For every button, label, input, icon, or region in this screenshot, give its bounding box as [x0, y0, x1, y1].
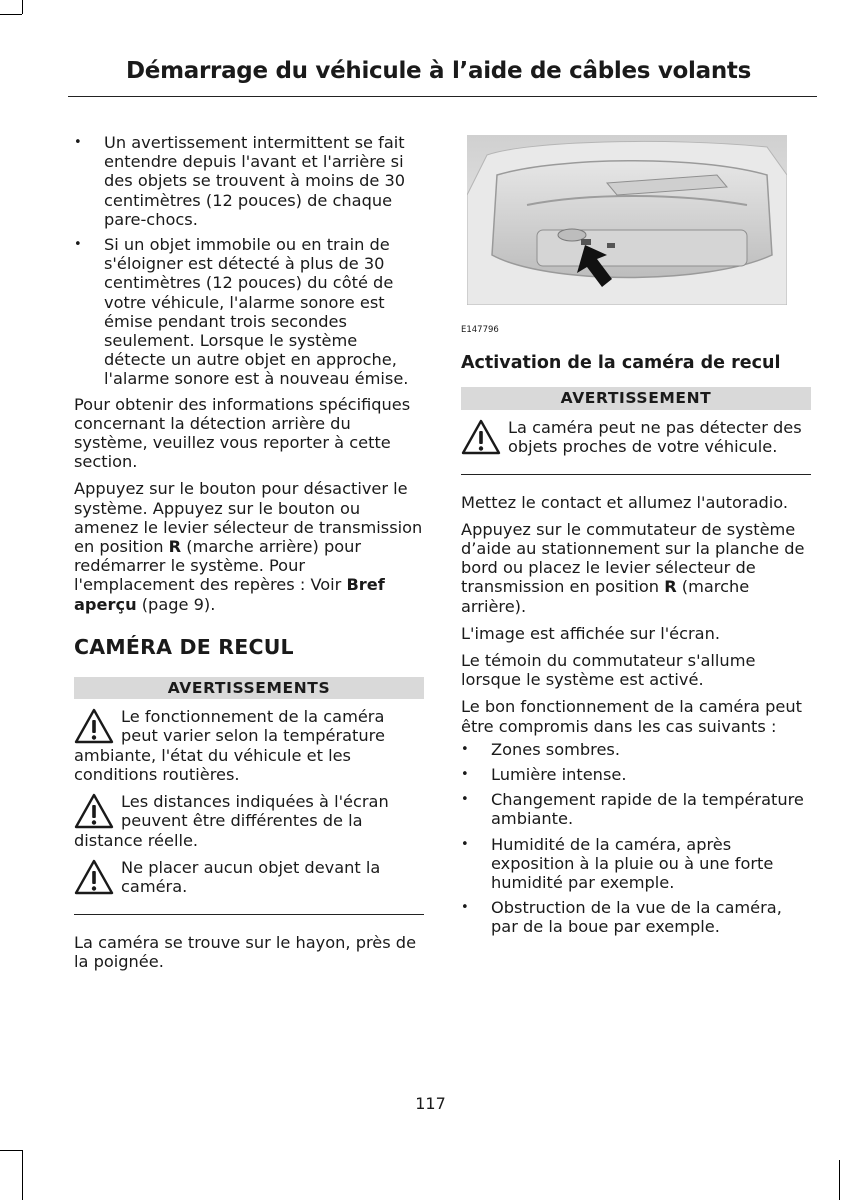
left-column — [74, 133, 424, 979]
paragraph-conditions: Le bon fonctionnement de la caméra peut être compromis dans les cas suivants : — [461, 697, 802, 736]
crop-mark-top-left-h — [0, 14, 22, 15]
paragraph-rear-detection: Pour obtenir des informations spécifiques concernant la détection arrière du système, veuillez vous reporter à cette section. — [74, 394, 411, 472]
paragraph-indicator: Le témoin du commutateur s'allume lorsque le système est activé. — [461, 651, 756, 690]
text-run: Appuyez sur le bouton pour désactiver le système. Appuyez sur le bouton ou amenez le levier sélecteur de transmission en position — [74, 479, 423, 557]
page-number: 117 — [415, 1094, 446, 1113]
cross-reference-link[interactable]: Bref aperçu — [74, 575, 385, 614]
warning-box — [461, 387, 811, 474]
warnings-box — [74, 677, 424, 915]
tailgate-camera-figure — [467, 135, 787, 305]
list-item: • Humidité de la caméra, après exposition à la pluie ou à une forte humidité par exemple. — [461, 835, 811, 893]
figure-code: E147796 — [461, 325, 499, 335]
list-item: • Si un objet immobile ou en train de s'éloigner est détecté à plus de 30 centimètres (12 pouces) du côté de votre véhicule, l'alarme sonore est émise pendant trois secondes seulement. Lorsque le système détecte un autre objet en approche, l'alarme sonore est à nouveau émise. — [74, 235, 424, 389]
title-rule — [68, 96, 817, 97]
bold-gear-r: R — [664, 577, 677, 597]
text-run: (marche arrière) pour redémarrer le système. Pour l'emplacement des repères : Voir — [74, 537, 362, 595]
warning-triangle-icon — [74, 708, 114, 744]
tailgate-illustration — [467, 135, 787, 305]
warning-text: Les distances indiquées à l'écran peuvent être différentes de la distance réelle. — [74, 792, 389, 850]
crop-mark-top-left-v — [22, 0, 23, 14]
bold-gear-r: R — [168, 537, 182, 557]
warning-item — [74, 707, 424, 784]
crop-mark-bottom-left-v — [22, 1150, 23, 1200]
paragraph-button — [74, 479, 424, 613]
paragraph-ignition: Mettez le contact et allumez l'autoradio. — [461, 492, 789, 512]
bullet-list-right — [461, 740, 811, 937]
paragraph-camera-location: La caméra se trouve sur le hayon, près de la poignée. — [74, 932, 417, 971]
warning-text: Ne placer aucun objet devant la caméra. — [121, 857, 381, 896]
warning-item — [74, 858, 424, 898]
text-run: (page 9). — [136, 594, 216, 614]
warning-item — [461, 418, 811, 458]
bullet-list-left — [74, 133, 424, 389]
list-item: • Zones sombres. — [461, 740, 811, 759]
warning-item — [74, 792, 424, 850]
warning-text: Le fonctionnement de la caméra peut varier selon la température ambiante, l'état du véhicule et les conditions routières. — [74, 707, 385, 784]
paragraph-switch — [461, 520, 811, 616]
subheading-camera-activation: Activation de la caméra de recul — [461, 353, 781, 374]
warning-triangle-icon — [461, 419, 501, 455]
warnings-header: AVERTISSEMENTS — [74, 677, 424, 699]
warning-text: La caméra peut ne pas détecter des objets proches de votre véhicule. — [508, 417, 802, 456]
crop-mark-bottom-right-v — [839, 1160, 840, 1200]
warning-header: AVERTISSEMENT — [461, 387, 811, 409]
list-item: • Changement rapide de la température ambiante. — [461, 790, 811, 828]
warning-triangle-icon — [74, 793, 114, 829]
list-item: • Obstruction de la vue de la caméra, par de la boue par exemple. — [461, 898, 811, 936]
list-item: • Lumière intense. — [461, 765, 811, 784]
crop-mark-bottom-left-h — [0, 1150, 22, 1151]
text-run: Appuyez sur le commutateur de système d’aide au stationnement sur la planche de bord ou placez le levier sélecteur de transmission en position — [461, 519, 805, 597]
right-column — [461, 133, 811, 943]
text-run: (marche arrière). — [461, 577, 750, 616]
list-item: • Un avertissement intermittent se fait entendre depuis l'avant et l'arrière si des objets se trouvent à moins de 30 centimètres (12 pouces) de chaque pare-chocs. — [74, 133, 424, 229]
warning-triangle-icon — [74, 859, 114, 895]
page-title: Démarrage du véhicule à l’aide de câbles volants — [126, 58, 751, 84]
section-heading: CAMÉRA DE RECUL — [74, 634, 294, 659]
paragraph-image-display: L'image est affichée sur l'écran. — [461, 623, 720, 643]
